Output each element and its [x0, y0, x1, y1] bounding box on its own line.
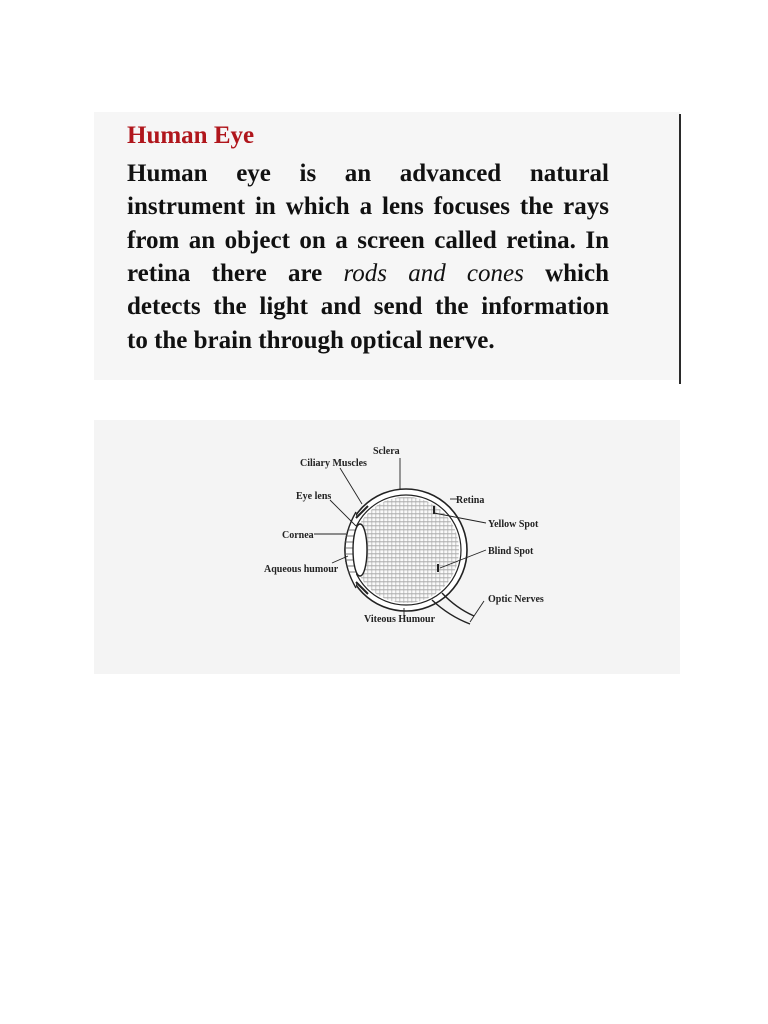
label-aqueous-humour: Aqueous humour — [264, 564, 339, 575]
paragraph-line-6: to the brain through optical nerve. — [127, 327, 495, 354]
paragraph-line-4-start: retina there are — [127, 260, 323, 287]
label-cornea: Cornea — [282, 530, 314, 541]
label-yellow-spot: Yellow Spot — [488, 519, 539, 530]
label-ciliary-muscles: Ciliary Muscles — [300, 458, 367, 469]
paragraph-line-4 — [127, 258, 609, 290]
paragraph-line-1: Human eye is an advanced natural — [127, 160, 609, 187]
rods-and-cones-italic: rods and cones — [343, 260, 524, 287]
label-blind-spot: Blind Spot — [488, 546, 534, 557]
vitreous-humour-fill — [353, 497, 459, 603]
label-eye-lens: Eye lens — [296, 491, 332, 502]
paragraph-line-5: detects the light and send the information — [127, 293, 609, 320]
margin-rule — [679, 114, 681, 384]
label-sclera: Sclera — [373, 446, 400, 457]
paragraph-line-2: instrument in which a lens focuses the rays — [127, 193, 609, 220]
label-viteous-humour: Viteous Humour — [364, 614, 436, 625]
eye-lens-shape — [353, 524, 367, 576]
paragraph-line-3: from an object on a screen called retina. In — [127, 227, 609, 254]
label-optic-nerves: Optic Nerves — [488, 594, 544, 605]
label-retina: Retina — [456, 495, 485, 506]
paragraph-line-4-end: which — [545, 260, 609, 287]
diagram-panel — [94, 420, 680, 674]
page-heading: Human Eye — [127, 122, 255, 149]
human-eye-diagram — [94, 420, 680, 674]
